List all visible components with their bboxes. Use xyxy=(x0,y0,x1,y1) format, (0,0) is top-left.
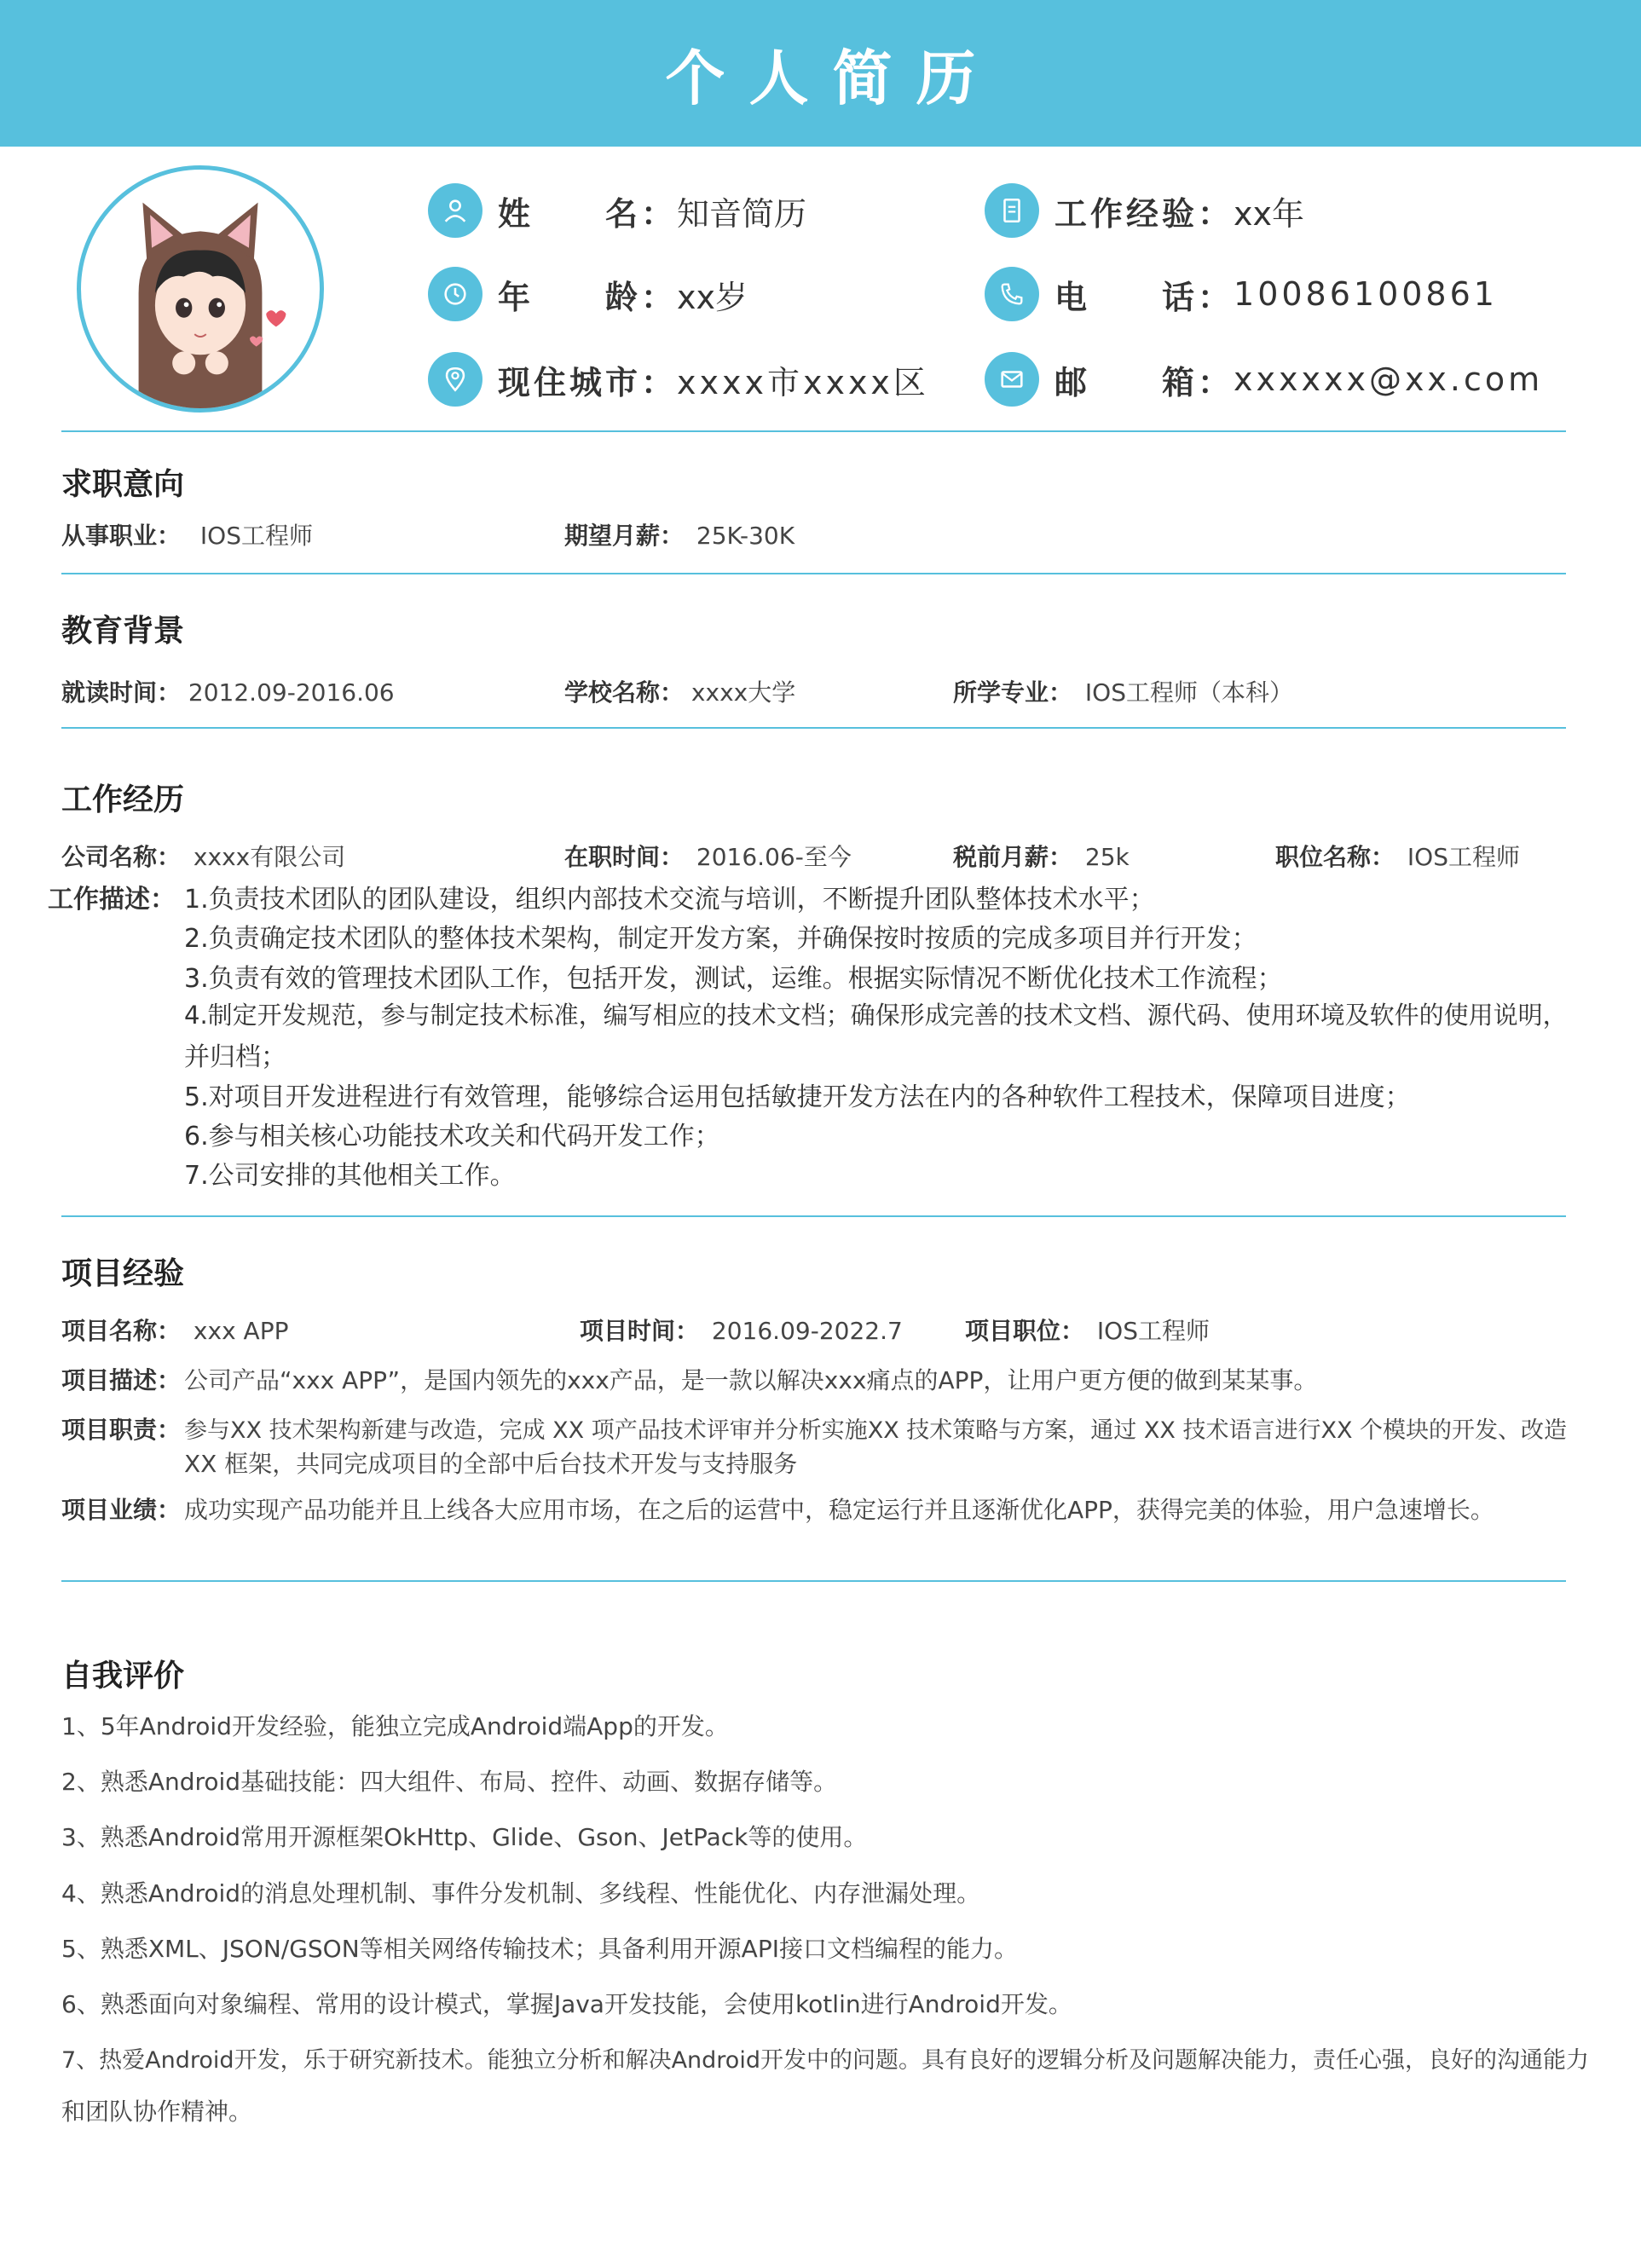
work-desc-line: 2.负责确定技术团队的整体技术架构，制定开发方案，并确保按时按质的完成多项目并行开发； xyxy=(184,924,1257,954)
page-title: 个人简历 xyxy=(665,43,1000,113)
section-title-work: 工作经历 xyxy=(61,782,185,817)
project-name-field xyxy=(61,1313,288,1347)
project-duty-line: XX 框架，共同完成项目的全部中后台技术开发与支持服务 xyxy=(184,1450,798,1478)
work-desc-line: 3.负责有效的管理技术团队工作，包括开发，测试，运维。根据实际情况不断优化技术工作流程； xyxy=(184,964,1283,994)
major-label: 所学专业： xyxy=(953,678,1073,707)
study-period-field xyxy=(61,674,395,708)
name-label: 姓 名： xyxy=(498,194,678,233)
self-eval-line: 3、熟悉Android常用开源框架OkHttp、Glide、Gson、JetPack等的使用。 xyxy=(61,1823,868,1851)
company-field xyxy=(61,839,345,873)
expected-salary-value: 25K-30K xyxy=(696,522,795,550)
work-desc-line: 并归档； xyxy=(184,1042,286,1072)
person-icon xyxy=(428,183,482,238)
self-eval-line: 1、5年Android开发经验，能独立完成Android端App的开发。 xyxy=(61,1712,729,1740)
avatar xyxy=(77,165,324,413)
age-value: xx岁 xyxy=(677,278,748,316)
work-desc-label: 工作描述： xyxy=(48,885,176,915)
email-label: 邮 箱： xyxy=(1055,363,1234,401)
study-period-label: 就读时间： xyxy=(61,678,182,707)
occupation-field xyxy=(61,517,313,551)
project-name-label: 项目名称： xyxy=(61,1317,182,1345)
self-eval-line: 5、熟悉XML、JSON/GSON等相关网络传输技术；具备利用开源API接口文档编程的能力。 xyxy=(61,1935,1018,1963)
envelope-icon xyxy=(985,352,1039,407)
project-duty-label: 项目职责： xyxy=(61,1416,182,1444)
occupation-label: 从事职业： xyxy=(61,522,182,550)
location-pin-icon xyxy=(428,352,482,407)
project-name-value: xxx APP xyxy=(193,1317,289,1345)
work-desc-line: 6.参与相关核心功能技术攻关和代码开发工作； xyxy=(184,1122,720,1151)
work-desc-line: 7.公司安排的其他相关工作。 xyxy=(184,1161,516,1191)
school-field xyxy=(564,674,795,708)
work-desc-line: 5.对项目开发进程进行有效管理，能够综合运用包括敏捷开发方法在内的各种软件工程技术，保障项目进度； xyxy=(184,1082,1411,1112)
pretax-salary-label: 税前月薪： xyxy=(953,843,1073,871)
project-role-label: 项目职位： xyxy=(965,1317,1085,1345)
project-duty-line: 参与XX 技术架构新建与改造，完成 XX 项产品技术评审并分析实施XX 技术策略与方案，通过 XX 技术语言进行XX 个模块的开发、改造 xyxy=(184,1417,1568,1444)
tenure-value: 2016.06-至今 xyxy=(696,843,852,871)
divider xyxy=(61,573,1566,574)
school-label: 学校名称： xyxy=(564,678,685,707)
self-eval-line: 6、熟悉面向对象编程、常用的设计模式，掌握Java开发技能，会使用kotlin进行Android开发。 xyxy=(61,1990,1072,2018)
divider xyxy=(61,1580,1566,1582)
experience-label: 工作经验： xyxy=(1055,194,1234,233)
project-desc-value: 公司产品“xxx APP”，是国内领先的xxx产品，是一款以解决xxx痛点的APP，让用户更方便的做到某某事。 xyxy=(184,1366,1318,1394)
pretax-salary-value: 25k xyxy=(1084,843,1130,871)
project-role-value: IOS工程师 xyxy=(1096,1317,1210,1345)
self-eval-line: 和团队协作精神。 xyxy=(61,2098,253,2126)
city-label: 现住城市： xyxy=(498,363,678,401)
company-label: 公司名称： xyxy=(61,843,182,871)
info-age xyxy=(428,264,748,324)
major-value: IOS工程师（本科） xyxy=(1084,678,1293,707)
project-desc-label: 项目描述： xyxy=(61,1366,182,1394)
email-value: xxxxxx@xx.com xyxy=(1234,361,1544,398)
work-desc-line: 1.负责技术团队的团队建设，组织内部技术交流与培训，不断提升团队整体技术水平； xyxy=(184,885,1155,915)
project-result-value: 成功实现产品功能并且上线各大应用市场，在之后的运营中，稳定运行并且逐渐优化APP，获得完美的体验，用户急速增长。 xyxy=(184,1496,1494,1524)
self-eval-line: 2、熟悉Android基础技能：四大组件、布局、控件、动画、数据存储等。 xyxy=(61,1768,838,1796)
work-desc-line: 4.制定开发规范，参与制定技术标准，编写相应的技术文档；确保形成完善的技术文档、源代码、使用环境及软件的使用说明， xyxy=(184,1001,1568,1030)
info-email xyxy=(985,349,1543,409)
experience-value: xx年 xyxy=(1234,194,1304,233)
tenure-label: 在职时间： xyxy=(564,843,685,871)
project-time-value: 2016.09-2022.7 xyxy=(711,1317,903,1345)
section-title-job-intention: 求职意向 xyxy=(61,467,185,502)
company-value: xxxx有限公司 xyxy=(193,843,346,871)
phone-label: 电 话： xyxy=(1055,278,1234,316)
header-banner xyxy=(0,0,1641,147)
expected-salary-field xyxy=(564,517,794,551)
position-value: IOS工程师 xyxy=(1407,843,1520,871)
project-result-field xyxy=(61,1492,181,1526)
phone-value: 10086100861 xyxy=(1234,275,1498,313)
major-field xyxy=(953,674,1293,708)
tenure-field xyxy=(564,839,852,873)
section-title-education: 教育背景 xyxy=(61,614,185,649)
expected-salary-label: 期望月薪： xyxy=(564,522,685,550)
position-label: 职位名称： xyxy=(1275,843,1395,871)
document-icon xyxy=(985,183,1039,238)
clock-icon xyxy=(428,267,482,321)
self-eval-line: 4、熟悉Android的消息处理机制、事件分发机制、多线程、性能优化、内存泄漏处理。 xyxy=(61,1879,981,1907)
project-time-label: 项目时间： xyxy=(580,1317,700,1345)
divider xyxy=(61,1215,1566,1217)
position-field xyxy=(1275,839,1520,873)
study-period-value: 2012.09-2016.06 xyxy=(188,678,395,707)
info-phone xyxy=(985,264,1498,324)
occupation-value: IOS工程师 xyxy=(199,522,313,550)
pretax-salary-field xyxy=(953,839,1130,873)
section-title-self-eval: 自我评价 xyxy=(61,1659,185,1694)
phone-icon xyxy=(985,267,1039,321)
info-city xyxy=(428,349,929,409)
avatar-illustration xyxy=(81,170,320,408)
section-title-project: 项目经验 xyxy=(61,1256,185,1291)
school-value: xxxx大学 xyxy=(690,678,796,707)
age-label: 年 龄： xyxy=(498,278,678,316)
project-time-field xyxy=(580,1313,903,1347)
info-experience xyxy=(985,181,1304,240)
divider xyxy=(61,727,1566,729)
project-duty-field xyxy=(61,1411,181,1446)
work-desc-field xyxy=(48,878,176,915)
name-value: 知音简历 xyxy=(677,194,807,233)
project-role-field xyxy=(965,1313,1210,1347)
city-value: xxxx市xxxx区 xyxy=(677,363,929,401)
project-desc-field xyxy=(61,1362,181,1396)
project-result-label: 项目业绩： xyxy=(61,1496,182,1524)
self-eval-line: 7、热爱Android开发，乐于研究新技术。能独立分析和解决Android开发中的问题。具有良好的逻辑分析及问题解决能力，责任心强，良好的沟通能力 xyxy=(61,2047,1589,2074)
divider xyxy=(61,430,1566,432)
info-name xyxy=(428,181,806,240)
